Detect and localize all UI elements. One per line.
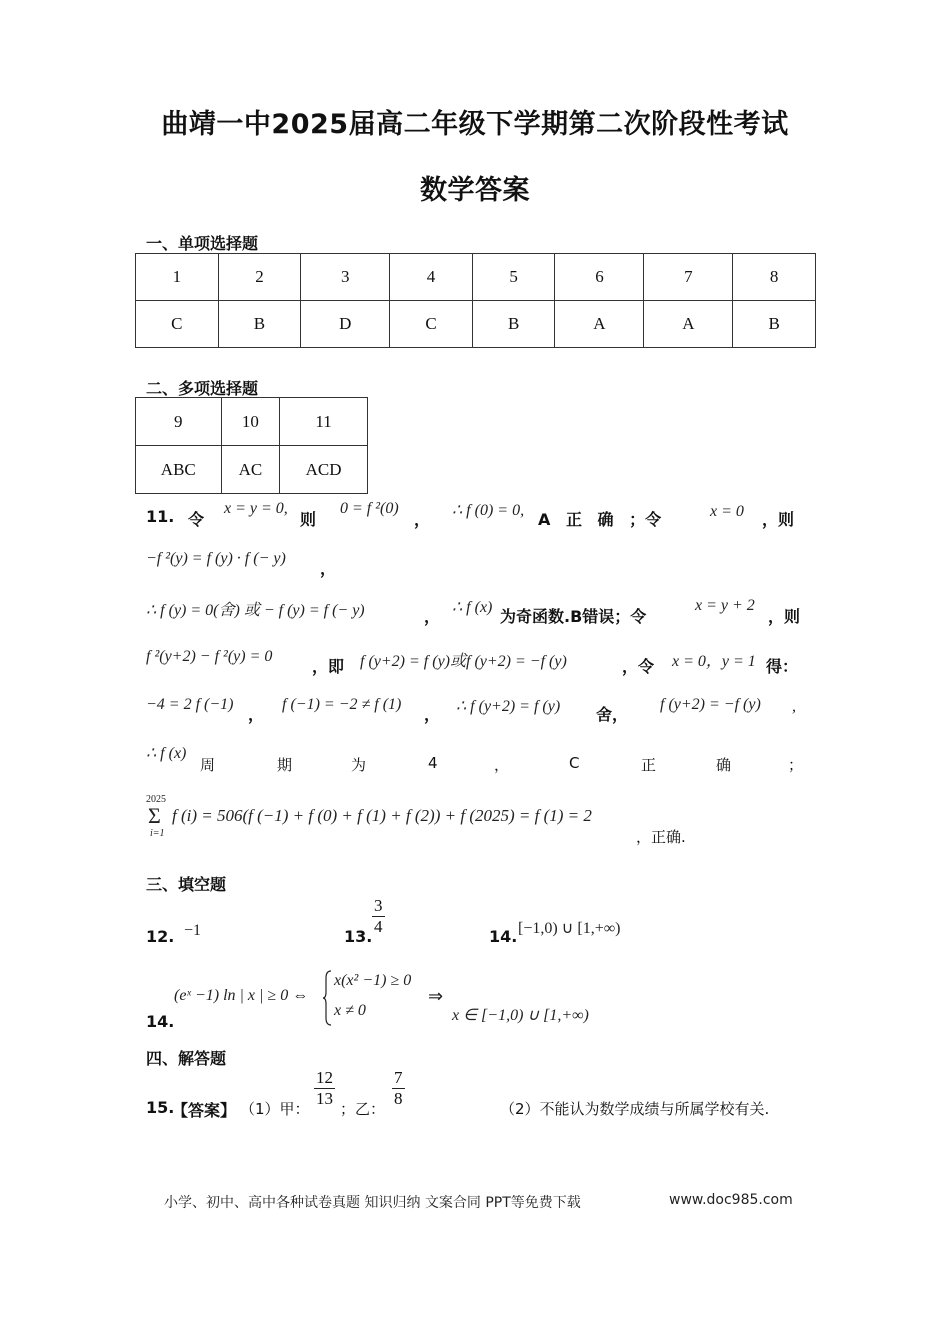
multi-choice-table	[135, 397, 368, 494]
brace-icon	[322, 970, 332, 1026]
q11-text: 为	[351, 756, 367, 774]
table-cell: 2	[218, 254, 301, 301]
page-subtitle: 数学答案	[420, 175, 530, 206]
q11-text: ，	[248, 705, 265, 724]
q14-answer: [−1,0) ∪ [1,+∞)	[518, 920, 621, 937]
table-cell: 6	[555, 254, 644, 301]
fraction	[314, 1068, 335, 1109]
table-cell: 8	[733, 254, 816, 301]
q11-formula: f (i) = 506(f (−1) + f (0) + f (1) + f (2)) + f (2025) = f (1) = 2	[172, 806, 592, 825]
q11-text: ，	[320, 559, 337, 578]
q11-text: 确	[716, 756, 732, 774]
q15-text: （2）不能认为数学成绩与所属学校有关.	[500, 1100, 770, 1118]
q11-formula: x = y = 0,	[224, 500, 288, 517]
q15-fraction-yi	[392, 1068, 405, 1109]
q11-text: 4	[428, 754, 438, 772]
q11-text: 舍，	[596, 705, 629, 724]
table-cell: ACD	[280, 446, 368, 494]
q13-number: 13.	[344, 927, 373, 946]
table-cell: 4	[390, 254, 473, 301]
table-cell: B	[472, 301, 555, 348]
q14-number: 14.	[489, 927, 518, 946]
sum-upper-limit: 2025	[146, 794, 166, 805]
q11-formula: ∴ f (0) = 0,	[452, 502, 525, 519]
q11-text: ，即	[312, 657, 345, 676]
q11-text: ，正确.	[636, 828, 686, 846]
q11-formula: 0 = f ²(0)	[340, 500, 399, 517]
single-choice-table	[135, 253, 816, 348]
q14-case-2: x ≠ 0	[334, 1002, 366, 1019]
q11-formula: f (y+2) = −f (y)	[660, 696, 761, 713]
table-cell: 10	[221, 398, 280, 446]
implies-arrow: ⇒	[428, 986, 444, 1006]
table-cell: A	[644, 301, 733, 348]
sum-symbol: Σ	[148, 803, 161, 828]
q12-number: 12.	[146, 927, 175, 946]
q15-tag: 【答案】	[172, 1101, 237, 1120]
q11-text: 正	[641, 756, 657, 774]
q11-text: A 正 确 ；令	[538, 510, 662, 529]
fraction-numerator: 3	[374, 896, 383, 915]
footer-link[interactable]: www.doc985.com	[669, 1192, 793, 1208]
q14-explain-number: 14.	[146, 1012, 175, 1031]
q11-text: 周	[200, 756, 216, 774]
table-cell: 9	[136, 398, 222, 446]
q11-formula: f (y+2) = f (y)或f (y+2) = −f (y)	[360, 653, 567, 670]
q11-text: 期	[277, 756, 293, 774]
section-heading-fill-in: 三、填空题	[146, 875, 227, 894]
q11-text: ，则	[762, 510, 795, 529]
table-cell: C	[136, 301, 219, 348]
table-cell: C	[390, 301, 473, 348]
q14-case-1: x(x² −1) ≥ 0	[334, 972, 412, 989]
q11-formula: f (−1) = −2 ≠ f (1)	[282, 696, 402, 713]
table-cell: 7	[644, 254, 733, 301]
table-cell: 3	[301, 254, 390, 301]
q11-text: ，	[494, 756, 510, 774]
q14-result: x ∈ [−1,0) ∪ [1,+∞)	[452, 1007, 589, 1024]
q11-formula: ∴ f (x)	[146, 745, 187, 762]
q11-text: ，则	[768, 607, 801, 626]
q11-text: ,	[792, 698, 796, 715]
table-cell: B	[733, 301, 816, 348]
q11-text: 为奇函数.B错误；令	[500, 607, 647, 626]
sum-lower-limit: i=1	[150, 828, 165, 839]
fraction-numerator: 7	[394, 1068, 403, 1087]
footer-text: 小学、初中、高中各种试卷真题 知识归纳 文案合同 PPT等免费下载	[164, 1195, 581, 1211]
q13-answer	[372, 896, 385, 937]
table-cell: 5	[472, 254, 555, 301]
q11-formula: −f ²(y) = f (y) · f (− y)	[146, 550, 286, 567]
q11-formula: f ²(y+2) − f ²(y) = 0	[146, 648, 273, 665]
q11-formula: ∴ f (y) = 0(舍) 或 − f (y) = f (− y)	[146, 602, 365, 619]
q11-formula: x = y + 2	[695, 597, 755, 614]
q11-text: ，	[424, 705, 441, 724]
table-cell: AC	[221, 446, 280, 494]
q11-text: C	[569, 754, 580, 772]
section-heading-multi-choice: 二、多项选择题	[146, 379, 259, 398]
q11-text: ，	[424, 607, 441, 626]
q11-formula: −4 = 2 f (−1)	[146, 696, 234, 713]
q15-fraction-jia	[314, 1068, 335, 1109]
page-title: 曲靖一中2025届高二年级下学期第二次阶段性考试	[161, 109, 789, 140]
q11-number: 11.	[146, 507, 175, 526]
q11-text: ，	[414, 510, 431, 529]
q12-answer: −1	[184, 922, 202, 939]
q11-text: ；	[788, 756, 804, 774]
table-cell: 11	[280, 398, 368, 446]
q11-formula: ∴ f (x)	[452, 599, 493, 616]
table-cell: B	[218, 301, 301, 348]
q11-formula: x = 0，y = 1	[672, 653, 756, 670]
fraction-denominator: 13	[316, 1089, 333, 1108]
q15-text: （1）甲：	[240, 1100, 310, 1118]
section-heading-single-choice: 一、单项选择题	[146, 234, 259, 253]
q11-text: 则	[300, 510, 317, 529]
table-cell: 1	[136, 254, 219, 301]
table-cell: ABC	[136, 446, 222, 494]
q11-text: 令	[188, 510, 205, 529]
q15-text: ；乙：	[340, 1100, 386, 1118]
fraction-denominator: 4	[374, 917, 383, 936]
q14-formula: (eˣ −1) ln | x | ≥ 0 ⇔	[174, 987, 309, 1004]
q15-number: 15.	[146, 1098, 175, 1117]
fraction	[372, 896, 385, 937]
table-cell: D	[301, 301, 390, 348]
section-heading-solutions: 四、解答题	[146, 1049, 227, 1068]
q11-formula: x = 0	[710, 503, 744, 520]
q11-formula: ∴ f (y+2) = f (y)	[456, 698, 561, 715]
fraction-denominator: 8	[394, 1089, 403, 1108]
table-cell: A	[555, 301, 644, 348]
fraction-numerator: 12	[316, 1068, 333, 1087]
q11-text: 得：	[766, 657, 799, 676]
q11-text: ，令	[622, 657, 655, 676]
fraction	[392, 1068, 405, 1109]
